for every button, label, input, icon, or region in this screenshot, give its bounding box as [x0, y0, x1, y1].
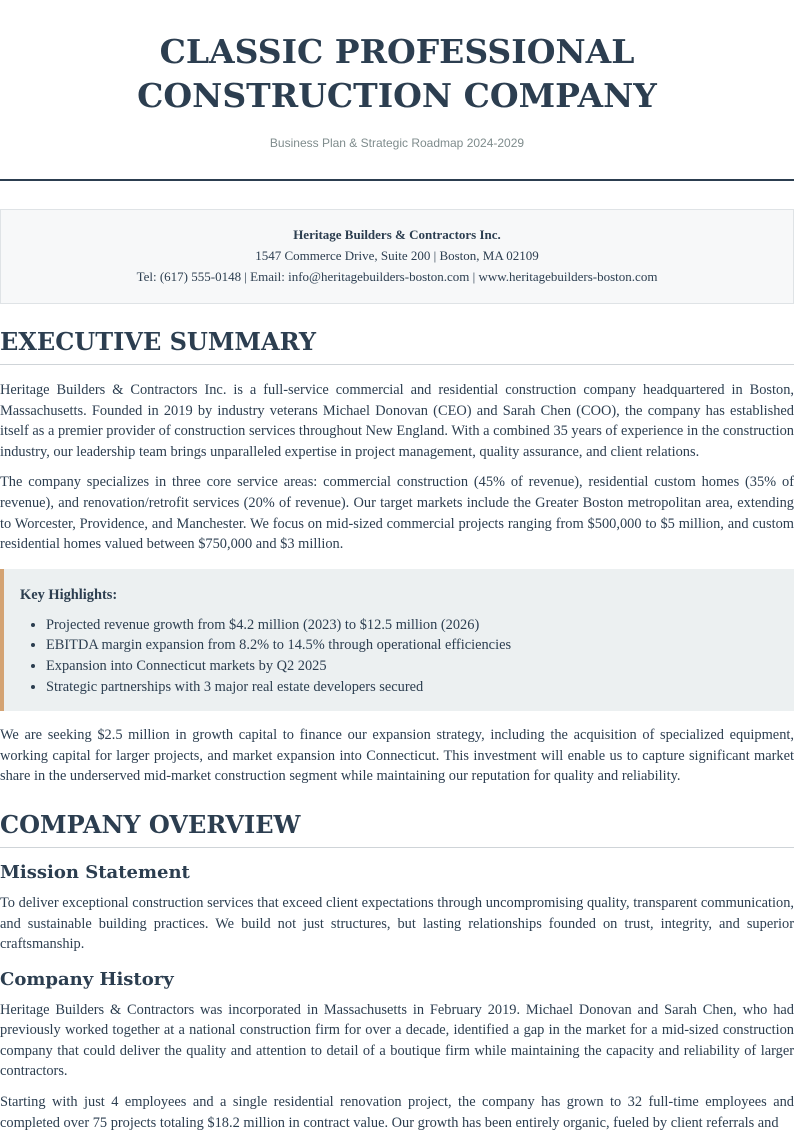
- header-divider: [0, 179, 794, 181]
- list-item: • Projected revenue growth from $4.2 million (2023) to $12.5 million (2026): [46, 615, 778, 636]
- list-item: • Strategic partnerships with 3 major real estate developers secured: [46, 677, 778, 698]
- document-title: CLASSIC PROFESSIONAL CONSTRUCTION COMPANY: [137, 32, 657, 115]
- contact-block: [0, 209, 794, 304]
- executive-summary-paragraph: We are seeking $2.5 million in growth capital to finance our expansion strategy, including the acquisition of specialized equipment, working capital for larger projects, and market expansion into Connecticut. This investment will enable us to capture significant market share in the underserved mid-market construction segment while maintaining our reputation for quality and reliability.: [0, 727, 794, 785]
- executive-summary-paragraph: Heritage Builders & Contractors Inc. is a full-service commercial and residential construction company headquartered in Boston, Massachusetts. Founded in 2019 by industry veterans Michael Donovan (CEO) and Sarah Chen (COO), the company has established itself as a premier provider of construction services throughout New England. With a combined 35 years of experience in the construction industry, our leadership team brings unparalleled expertise in project management, quality assurance, and client relations.: [0, 382, 794, 460]
- company-name: Heritage Builders & Contractors Inc.: [293, 227, 501, 242]
- company-overview-section: [0, 811, 794, 1133]
- company-history-heading: Company History: [0, 968, 174, 990]
- mission-statement-heading: Mission Statement: [0, 861, 190, 883]
- key-highlights-list: [20, 615, 778, 697]
- key-highlights-box: [0, 569, 794, 711]
- mission-statement-text: To deliver exceptional construction services that exceed client expectations through uncompromising quality, transparent communication, and sustainable building practices. We build not just structures, but lasting relationships founded on trust, integrity, and superior craftsmanship.: [0, 894, 794, 953]
- company-address: 1547 Commerce Drive, Suite 200 | Boston, MA 02109: [255, 248, 539, 263]
- company-contact-details: Tel: (617) 555-0148 | Email: info@heritagebuilders-boston.com | www.heritagebuilders-boston.com: [136, 269, 658, 284]
- company-history-paragraph: Starting with just 4 employees and a single residential renovation project, the company has grown to 32 full-time employees and completed over 75 projects totaling $18.2 million in contract value. Our growth has been entirely organic, fueled by client referrals and: [0, 1094, 794, 1131]
- executive-summary-heading: EXECUTIVE SUMMARY: [0, 328, 794, 365]
- key-highlights-title: Key Highlights:: [20, 586, 118, 603]
- list-item: • Expansion into Connecticut markets by Q2 2025: [46, 656, 778, 677]
- executive-summary-section: [0, 328, 794, 787]
- company-history-paragraph: Heritage Builders & Contractors was incorporated in Massachusetts in February 2019. Michael Donovan and Sarah Chen, who had previously worked together at a national construction firm for over a decade, identified a gap in the market for a mid-sized construction company that could deliver the quality and attention to detail of a boutique firm while maintaining the capacity and reliability of larger contractors.: [0, 1001, 794, 1080]
- document-header: [0, 0, 794, 150]
- document-subtitle: Business Plan & Strategic Roadmap 2024-2029: [269, 136, 525, 150]
- company-overview-heading: COMPANY OVERVIEW: [0, 811, 794, 848]
- list-item: • EBITDA margin expansion from 8.2% to 14.5% through operational efficiencies: [46, 635, 778, 656]
- executive-summary-paragraph: The company specializes in three core service areas: commercial construction (45% of revenue), residential custom homes (35% of revenue), and renovation/retrofit services (20% of revenue). Our target markets include the Greater Boston metropolitan area, extending to Worcester, Providence, and Manchester. We focus on mid-sized commercial projects ranging from $500,000 to $5 million, and custom residential homes valued between $750,000 and $3 million.: [0, 474, 794, 553]
